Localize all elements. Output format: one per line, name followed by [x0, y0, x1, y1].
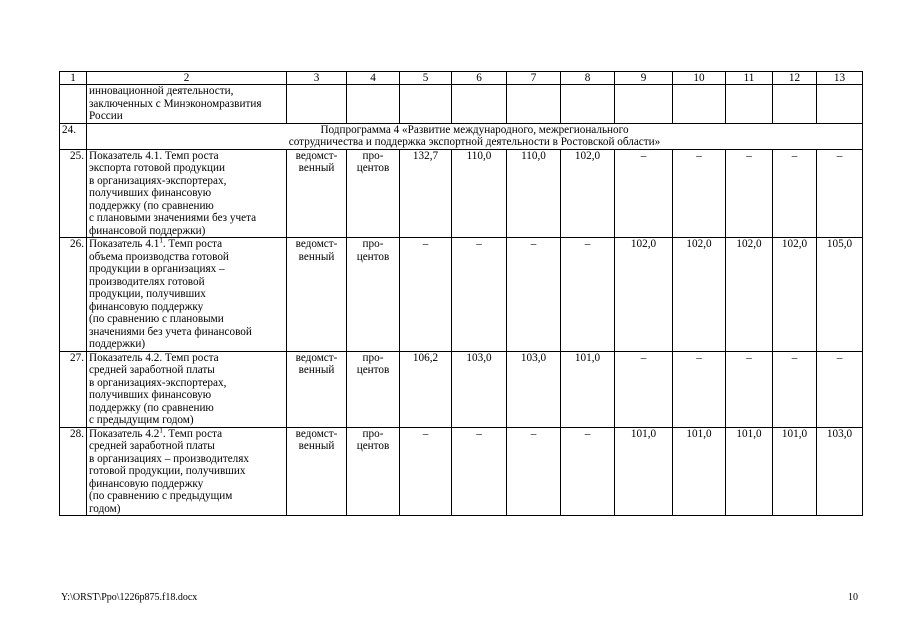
column-number-2: 2: [87, 72, 287, 85]
indicator-row: [60, 238, 863, 352]
footer-page-number: 10: [848, 592, 858, 603]
value-cell: 101,0: [773, 427, 817, 516]
indicator-name: [87, 149, 287, 238]
type-line: ведомст-: [295, 149, 338, 162]
indicator-unit: [347, 238, 400, 352]
indicator-type: [287, 238, 347, 352]
indicator-name-line: годом): [89, 502, 121, 515]
indicator-label-rest: . Темп роста: [162, 238, 223, 250]
indicator-row: [60, 351, 863, 427]
column-number-row: [60, 72, 863, 85]
unit-line: центов: [356, 250, 390, 263]
value-cell: –: [817, 149, 863, 238]
unit-line: центов: [356, 364, 390, 376]
type-line: венный: [298, 250, 335, 263]
value-cell: –: [726, 149, 773, 238]
indicator-name-line: получивших финансовую: [89, 389, 212, 401]
type-line: ведомст-: [295, 351, 338, 364]
empty-cell: [817, 85, 863, 124]
type-line: ведомст-: [295, 427, 338, 440]
indicator-row: [60, 149, 863, 238]
column-number-6: 6: [452, 72, 507, 85]
cell-number-empty: [60, 85, 87, 124]
empty-cell: [773, 85, 817, 124]
column-number-4: 4: [347, 72, 400, 85]
value-cell: 110,0: [507, 149, 561, 238]
indicator-name-line: в организациях-экспортерах,: [89, 174, 227, 187]
indicator-name-line: поддержку (по сравнению: [89, 199, 214, 212]
value-cell: 101,0: [561, 351, 615, 427]
text-line: России: [89, 110, 123, 122]
column-number-13: 13: [817, 72, 863, 85]
footer-file-path: Y:\ORST\Ppo\1226p875.f18.docx: [61, 592, 198, 603]
value-cell: –: [452, 238, 507, 352]
indicator-name-first-line: [89, 428, 284, 441]
section-row: [60, 123, 863, 149]
column-number-12: 12: [773, 72, 817, 85]
section-title-line: сотрудничества и поддержка экспортной деятельности в Ростовской области»: [288, 136, 661, 148]
value-cell: 103,0: [507, 351, 561, 427]
value-cell: –: [615, 149, 673, 238]
indicator-name: [87, 427, 287, 516]
value-cell: –: [726, 351, 773, 427]
value-cell: –: [452, 427, 507, 516]
indicator-name-line: продукции, получивших: [89, 288, 206, 300]
text-line: инновационной деятельности,: [89, 85, 234, 97]
indicator-label: Показатель 4.1. Темп роста: [89, 149, 219, 162]
indicator-name-line: получивших финансовую: [89, 187, 212, 199]
indicator-unit: [347, 351, 400, 427]
indicator-name-line: готовой продукции, получивших: [89, 465, 246, 477]
indicator-name-line: поддержку (по сравнению: [89, 401, 214, 414]
empty-cell: [561, 85, 615, 124]
value-cell: –: [773, 149, 817, 238]
indicator-name-line: финансовой поддержки): [89, 224, 206, 237]
empty-cell: [673, 85, 726, 124]
empty-cell: [400, 85, 452, 124]
indicator-name-first-line: [89, 150, 284, 163]
indicator-label-rest: . Темп роста: [162, 427, 223, 440]
unit-line: центов: [356, 162, 390, 174]
continuation-text: [87, 85, 287, 124]
value-cell: 102,0: [673, 238, 726, 352]
indicator-name-line: продукции в организациях –: [89, 263, 225, 275]
value-cell: –: [673, 351, 726, 427]
value-cell: –: [507, 238, 561, 352]
column-number-5: 5: [400, 72, 452, 85]
value-cell: –: [400, 427, 452, 516]
section-title: [87, 123, 863, 149]
value-cell: –: [773, 351, 817, 427]
indicator-name-line: экспорта готовой продукции: [89, 162, 225, 174]
value-cell: –: [673, 149, 726, 238]
indicator-unit: [347, 149, 400, 238]
unit-line: центов: [356, 440, 390, 452]
type-line: ведомст-: [295, 238, 338, 250]
value-cell: 102,0: [773, 238, 817, 352]
value-cell: 101,0: [726, 427, 773, 516]
indicator-row: [60, 427, 863, 516]
value-cell: –: [400, 238, 452, 352]
section-number: 24.: [60, 123, 87, 149]
value-cell: 102,0: [615, 238, 673, 352]
row-number: 27.: [60, 351, 87, 427]
value-cell: –: [615, 351, 673, 427]
row-number: 25.: [60, 149, 87, 238]
value-cell: –: [507, 427, 561, 516]
indicator-name-first-line: [89, 352, 284, 365]
type-line: венный: [298, 364, 335, 376]
column-number-8: 8: [561, 72, 615, 85]
value-cell: 132,7: [400, 149, 452, 238]
value-cell: –: [817, 351, 863, 427]
empty-cell: [615, 85, 673, 124]
indicator-name-first-line: [89, 238, 284, 251]
value-cell: 101,0: [673, 427, 726, 516]
row-number: 28.: [60, 427, 87, 516]
indicator-name-line: финансовую поддержку: [89, 477, 204, 490]
value-cell: 102,0: [726, 238, 773, 352]
indicator-label: Показатель 4.1: [89, 238, 160, 250]
indicator-name-line: производителях готовой: [89, 275, 205, 288]
indicator-superscript: 1: [159, 237, 163, 245]
value-cell: 110,0: [452, 149, 507, 238]
indicators-table: [59, 71, 863, 516]
column-number-7: 7: [507, 72, 561, 85]
column-number-10: 10: [673, 72, 726, 85]
empty-cell: [726, 85, 773, 124]
indicator-name-line: значениями без учета финансовой: [89, 325, 252, 338]
type-line: венный: [298, 162, 335, 174]
value-cell: –: [561, 238, 615, 352]
column-number-1: 1: [60, 72, 87, 85]
indicator-name-line: в организациях – производителях: [89, 452, 249, 465]
indicator-name-line: объема производства готовой: [89, 250, 229, 263]
unit-line: про-: [362, 351, 384, 364]
indicator-name-line: (по сравнению с плановыми: [89, 313, 224, 325]
value-cell: 101,0: [615, 427, 673, 516]
indicator-name-line: с предыдущим годом): [89, 414, 194, 426]
indicator-unit: [347, 427, 400, 516]
indicator-name-line: поддержки): [89, 338, 146, 350]
indicator-label: Показатель 4.2: [89, 427, 160, 440]
empty-cell: [507, 85, 561, 124]
value-cell: 103,0: [452, 351, 507, 427]
indicator-name-line: в организациях-экспортерах,: [89, 376, 227, 389]
column-number-3: 3: [287, 72, 347, 85]
indicator-name-line: с плановыми значениями без учета: [89, 212, 257, 224]
indicator-type: [287, 149, 347, 238]
indicator-name: [87, 351, 287, 427]
value-cell: 106,2: [400, 351, 452, 427]
indicator-type: [287, 427, 347, 516]
value-cell: 103,0: [817, 427, 863, 516]
column-number-9: 9: [615, 72, 673, 85]
column-number-11: 11: [726, 72, 773, 85]
value-cell: –: [561, 427, 615, 516]
value-cell: 105,0: [817, 238, 863, 352]
indicator-name-line: средней заработной платы: [89, 440, 215, 452]
section-title-line: Подпрограмма 4 «Развитие международного, межрегионального: [320, 123, 629, 136]
indicator-superscript: 1: [159, 427, 163, 434]
indicator-name-line: средней заработной платы: [89, 364, 215, 376]
empty-cell: [452, 85, 507, 124]
type-line: венный: [298, 440, 335, 452]
text-line: заключенных с Минэкономразвития: [89, 97, 262, 110]
unit-line: про-: [362, 238, 384, 250]
empty-cell: [287, 85, 347, 124]
continuation-row: [60, 85, 863, 124]
indicator-name-line: финансовую поддержку: [89, 300, 204, 313]
unit-line: про-: [362, 427, 384, 440]
unit-line: про-: [362, 149, 384, 162]
empty-cell: [347, 85, 400, 124]
indicator-name: [87, 238, 287, 352]
indicator-type: [287, 351, 347, 427]
row-number: 26.: [60, 238, 87, 352]
indicator-name-line: (по сравнению с предыдущим: [89, 490, 233, 502]
indicator-label: Показатель 4.2. Темп роста: [89, 351, 219, 364]
value-cell: 102,0: [561, 149, 615, 238]
